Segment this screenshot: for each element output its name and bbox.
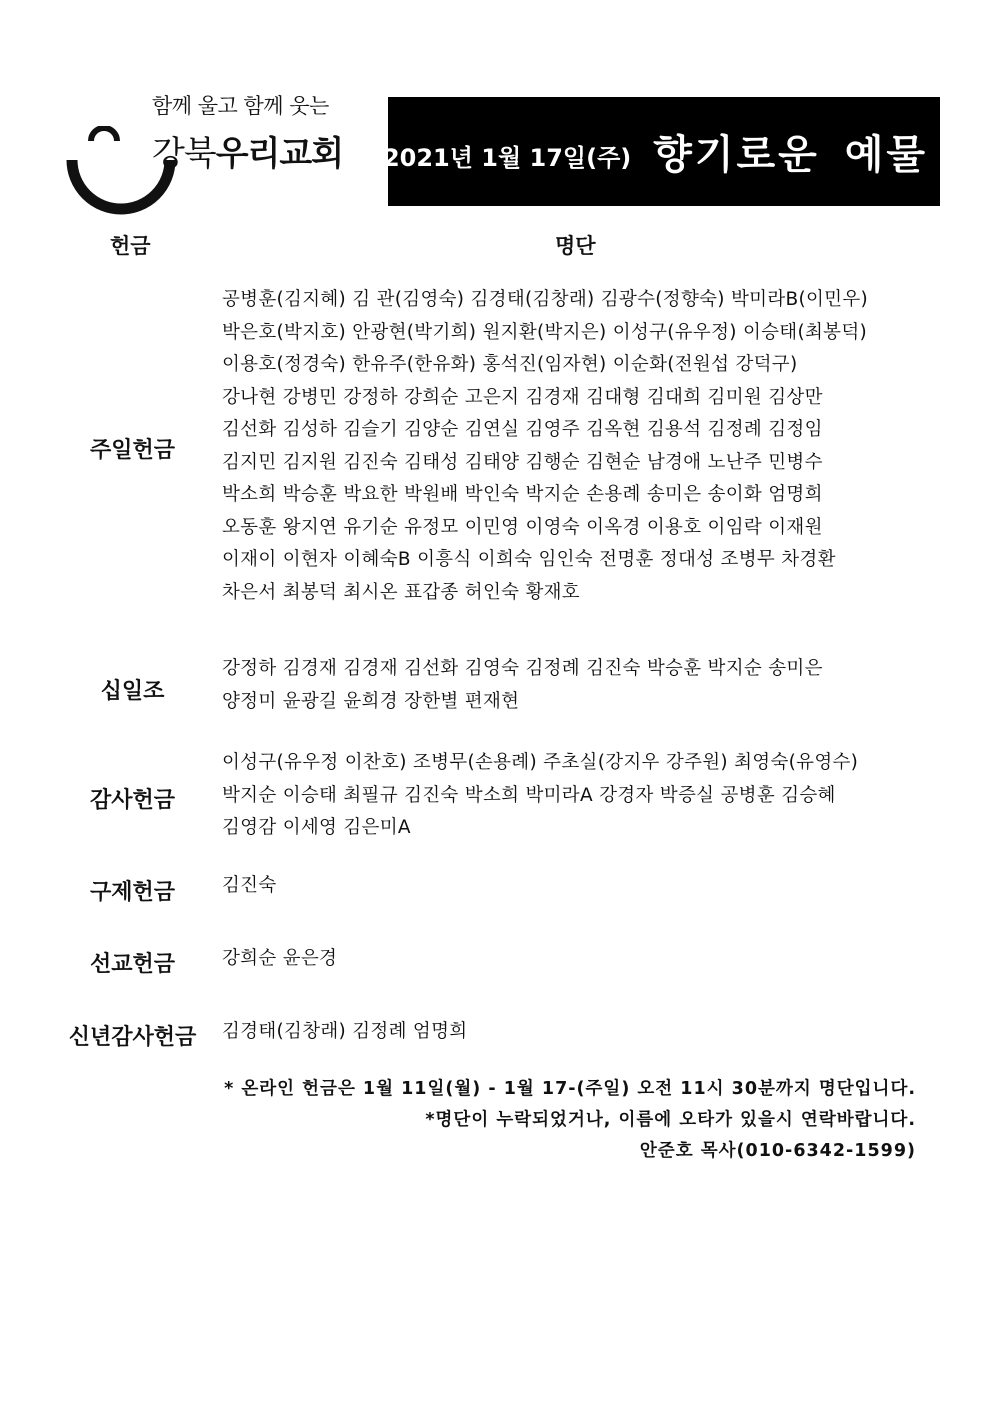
footer-notes <box>224 1074 916 1167</box>
logo-church-name <box>152 126 343 175</box>
section-names-mission <box>222 943 922 976</box>
name-line: 김지민 김지원 김진숙 김태성 김태양 김행순 김현순 남경애 노난주 민병수 <box>222 451 823 473</box>
section-names-tithe <box>222 653 922 718</box>
name-line: 오동훈 왕지연 유기순 유정모 이민영 이영숙 이옥경 이용호 이임락 이재원 <box>222 516 823 538</box>
section-label-tithe: 십일조 <box>100 679 165 704</box>
column-header-offering: 헌금 <box>110 234 151 258</box>
section-names-relief <box>222 870 922 903</box>
name-line: 김진숙 <box>222 875 277 896</box>
section-names-sunday <box>222 284 922 609</box>
logo-name-regular: 강북 <box>152 134 216 174</box>
name-line: 강희순 윤은경 <box>222 948 338 969</box>
name-line: 김영감 이세영 김은미A <box>222 817 411 838</box>
column-header-names: 명단 <box>555 234 596 258</box>
name-line: 차은서 최봉덕 최시온 표갑종 허인숙 황재호 <box>222 581 580 603</box>
name-line: 양정미 윤광길 윤희경 장한별 편재현 <box>222 690 520 712</box>
name-line: 강나현 강병민 강정하 강희순 고은지 김경재 김대형 김대희 김미원 김상만 <box>222 386 823 408</box>
section-label-mission: 선교헌금 <box>89 952 175 977</box>
header-banner <box>382 97 940 206</box>
name-line: 박소희 박승훈 박요한 박원배 박인숙 박지순 손용례 송미은 송이화 엄명희 <box>222 484 823 505</box>
logo-tagline: 함께 울고 함께 웃는 <box>152 94 329 118</box>
header-date: 2021년 1월 17일(주) <box>382 144 632 172</box>
name-line: 공병훈(김지혜) 김 관(김영숙) 김경태(김창래) 김광수(정향숙) 박미라B(이민우) <box>222 289 869 310</box>
logo-name-bold: 우리교회 <box>215 134 344 174</box>
section-names-new-year <box>222 1016 922 1049</box>
name-line: 김선화 김성하 김슬기 김양순 김연실 김영주 김옥현 김용석 김정례 김정임 <box>222 419 823 440</box>
name-line: 이용호(정경숙) 한유주(한유화) 홍석진(임자현) 이순화(전원섭 강덕구) <box>222 354 798 375</box>
header-title: 향기로운 예물 <box>653 132 928 178</box>
note-contact: 안준호 목사(010-6342-1599) <box>639 1141 916 1161</box>
name-line: 이재이 이현자 이혜숙B 이흥식 이희숙 임인숙 전명훈 정대성 조병무 차경환 <box>222 549 836 570</box>
name-line: 강정하 김경재 김경재 김선화 김영숙 김정례 김진숙 박승훈 박지순 송미은 <box>222 658 823 679</box>
logo-small-arc-icon <box>88 126 120 144</box>
name-line: 박지순 이승태 최필규 김진숙 박소희 박미라A 강경자 박증실 공병훈 김승혜 <box>222 784 836 806</box>
name-line: 박은호(박지호) 안광현(박기희) 원지환(박지은) 이성구(유우정) 이승태(최봉덕) <box>222 321 868 343</box>
name-line: 김경태(김창래) 김정례 엄명희 <box>222 1021 468 1042</box>
section-label-sunday: 주일헌금 <box>89 438 175 463</box>
section-label-relief: 구제헌금 <box>89 880 175 905</box>
note-online-offering: * 온라인 헌금은 1월 11일(월) - 1월 17-(주일) 오전 11시 30분까지 명단입니다. <box>224 1079 916 1099</box>
section-label-thanks: 감사헌금 <box>89 788 175 813</box>
note-correction: *명단이 누락되었거나, 이름에 오타가 있을시 연락바랍니다. <box>425 1110 916 1130</box>
section-names-thanks <box>222 747 922 845</box>
section-label-new-year: 신년감사헌금 <box>68 1025 197 1050</box>
church-logo <box>60 88 360 218</box>
name-line: 이성구(유우정 이찬호) 조병무(손용례) 주초실(강지우 강주원) 최영숙(유영수) <box>222 752 859 773</box>
